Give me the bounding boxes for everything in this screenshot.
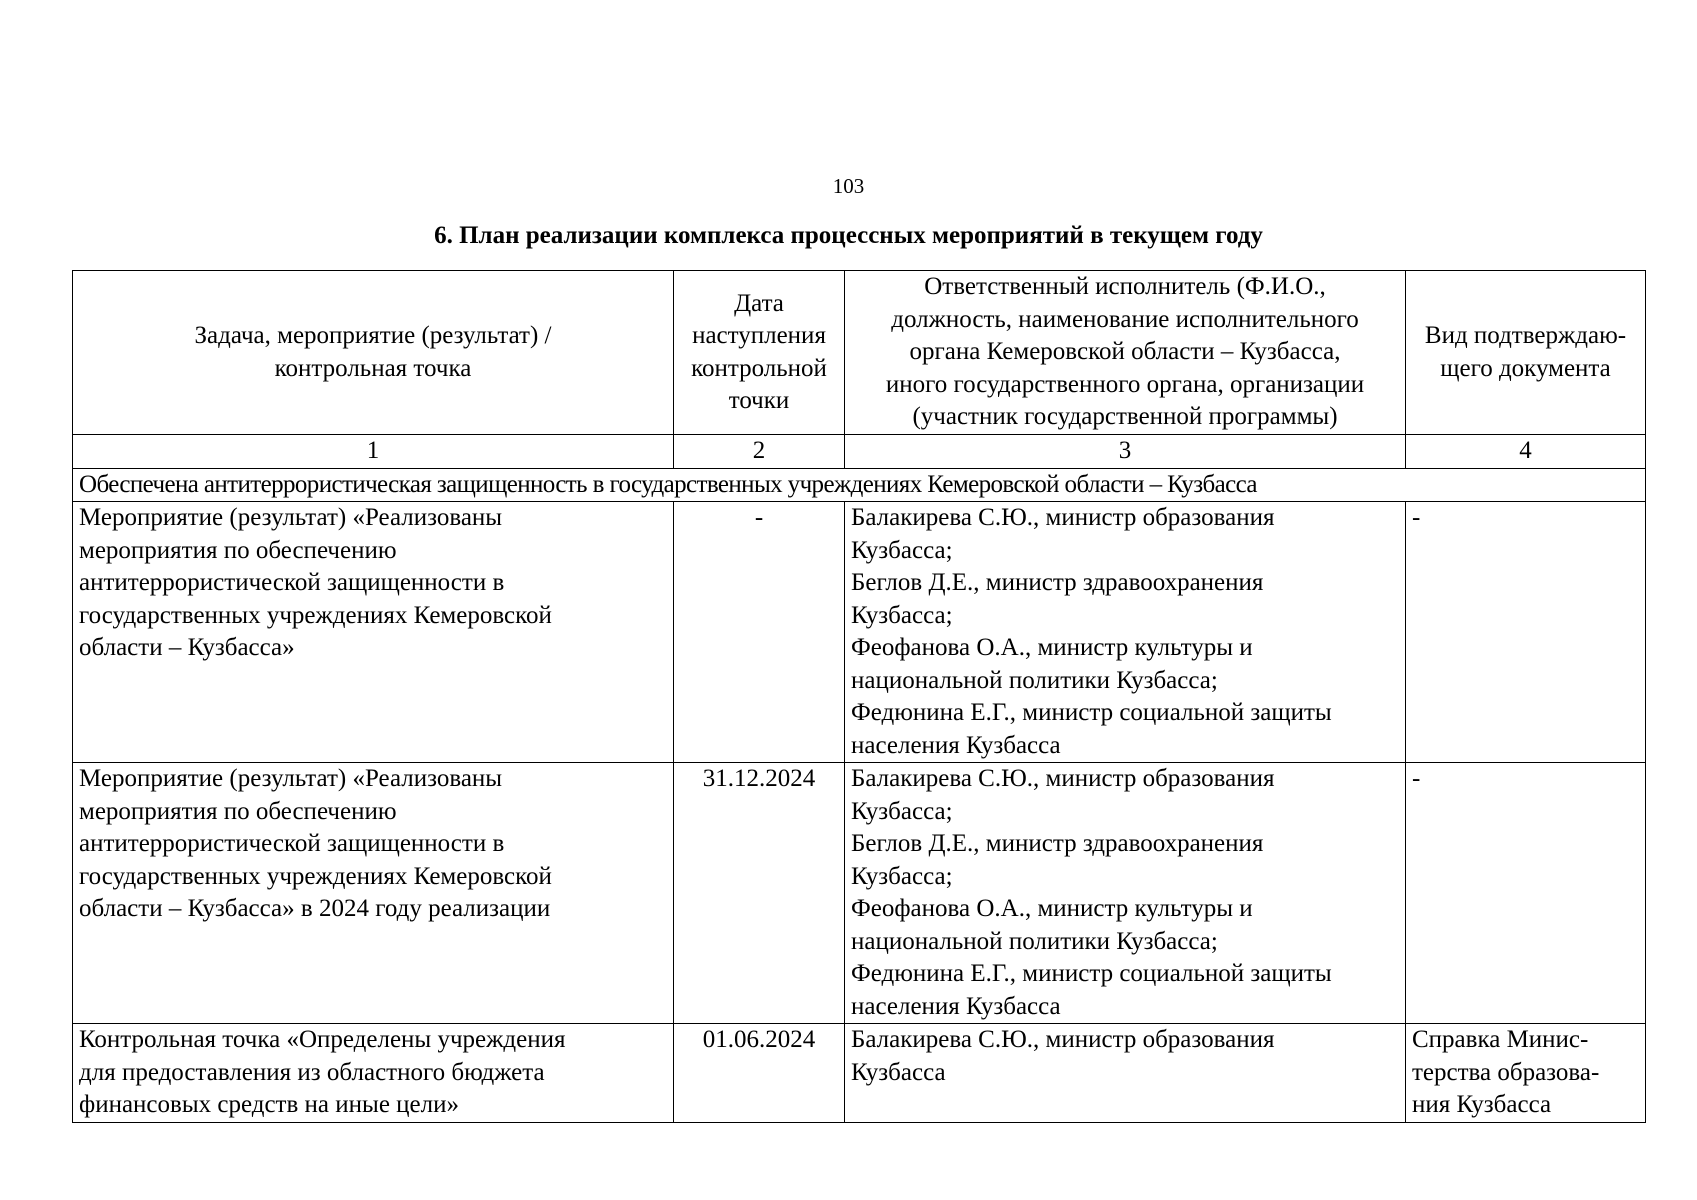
document-line: терства образова- (1412, 1058, 1600, 1086)
document-line: - (1412, 504, 1421, 531)
executor-line: Кузбасса (851, 1058, 946, 1086)
executor-line: Феофанова О.А., министр культуры и (851, 634, 1253, 661)
executor-line: Беглов Д.Е., министр здравоохранения (851, 830, 1264, 857)
task-cell (73, 502, 674, 763)
header-date-line: наступления (692, 322, 826, 349)
task-line: государственных учреждениях Кемеровской (79, 601, 552, 629)
executor-line: Балакирева С.Ю., министр образования (851, 504, 1275, 531)
executor-line: населения Кузбасса (851, 731, 1061, 759)
column-number: 1 (73, 435, 674, 469)
executor-line: Кузбасса; (851, 797, 953, 825)
task-line: области – Кузбасса» (79, 634, 295, 661)
task-line: Мероприятие (результат) «Реализованы (79, 765, 503, 792)
column-number: 4 (1406, 435, 1646, 469)
header-executor-line: иного государственного органа, организации (885, 370, 1365, 398)
header-date-line: Дата (734, 289, 784, 317)
task-line: Мероприятие (результат) «Реализованы (79, 504, 503, 531)
date-cell: - (674, 502, 845, 763)
header-executor-line: должность, наименование исполнительного (891, 305, 1359, 333)
task-line: области – Кузбасса» в 2024 году реализации (79, 895, 551, 922)
executor-line: Федюнина Е.Г., министр социальной защиты (851, 960, 1332, 987)
header-date (674, 271, 845, 435)
table-row (73, 763, 1646, 1024)
page-number: 103 (832, 174, 865, 198)
document-cell (1406, 502, 1646, 763)
executor-line: Феофанова О.А., министр культуры и (851, 895, 1253, 922)
task-line: Контрольная точка «Определены учреждения (79, 1026, 566, 1053)
executor-line: Кузбасса; (851, 862, 953, 890)
executor-line: Балакирева С.Ю., министр образования (851, 1026, 1275, 1053)
task-line: антитеррористической защищенности в (79, 830, 505, 857)
executor-line: Беглов Д.Е., министр здравоохранения (851, 569, 1264, 596)
section-row (73, 468, 1646, 502)
header-date-line: точки (728, 387, 790, 414)
executor-cell (845, 502, 1406, 763)
document-cell (1406, 1024, 1646, 1123)
column-number: 3 (845, 435, 1406, 469)
header-document-line: Вид подтверждаю- (1424, 322, 1627, 349)
task-line: мероприятия по обеспечению (79, 797, 397, 825)
task-line: антитеррористической защищенности в (79, 569, 505, 596)
column-number: 2 (674, 435, 845, 469)
table-header-row (73, 271, 1646, 435)
date-cell: 01.06.2024 (674, 1024, 845, 1123)
header-executor-line: Ответственный исполнитель (Ф.И.О., (924, 273, 1326, 301)
header-task-line: Задача, мероприятие (результат) / (194, 322, 552, 349)
task-line: мероприятия по обеспечению (79, 536, 397, 564)
section-title: Обеспечена антитеррористическая защищенность в государственных учреждениях Кемеровской области – Кузбасса (73, 468, 1646, 502)
table-row (73, 1024, 1646, 1123)
executor-line: национальной политики Кузбасса; (851, 666, 1218, 694)
document-cell (1406, 763, 1646, 1024)
task-line: для предоставления из областного бюджета (79, 1058, 545, 1086)
executor-cell (845, 763, 1406, 1024)
task-cell (73, 763, 674, 1024)
column-number-row (73, 435, 1646, 469)
executor-line: Кузбасса; (851, 536, 953, 564)
task-cell (73, 1024, 674, 1123)
page-title: 6. План реализации комплекса процессных мероприятий в текущем году (434, 222, 1263, 249)
header-date-line: контрольной (691, 354, 827, 382)
header-task (73, 271, 674, 435)
header-executor-line: (участник государственной программы) (912, 403, 1338, 431)
task-line: государственных учреждениях Кемеровской (79, 862, 552, 890)
executor-line: Кузбасса; (851, 601, 953, 629)
header-executor (845, 271, 1406, 435)
task-line: финансовых средств на иные цели» (79, 1091, 459, 1118)
document-line: ния Кузбасса (1412, 1091, 1552, 1118)
header-task-line: контрольная точка (274, 354, 472, 382)
header-document-line: щего документа (1440, 354, 1611, 382)
header-executor-line: органа Кемеровской области – Кузбасса, (909, 338, 1341, 366)
header-document (1406, 271, 1646, 435)
executor-line: Федюнина Е.Г., министр социальной защиты (851, 699, 1332, 726)
executor-line: населения Кузбасса (851, 992, 1061, 1020)
table-row (73, 502, 1646, 763)
document-line: - (1412, 765, 1421, 792)
date-cell: 31.12.2024 (674, 763, 845, 1024)
implementation-plan-table (72, 270, 1646, 1123)
document-line: Справка Минис- (1412, 1026, 1589, 1053)
executor-cell (845, 1024, 1406, 1123)
executor-line: Балакирева С.Ю., министр образования (851, 765, 1275, 792)
executor-line: национальной политики Кузбасса; (851, 927, 1218, 955)
